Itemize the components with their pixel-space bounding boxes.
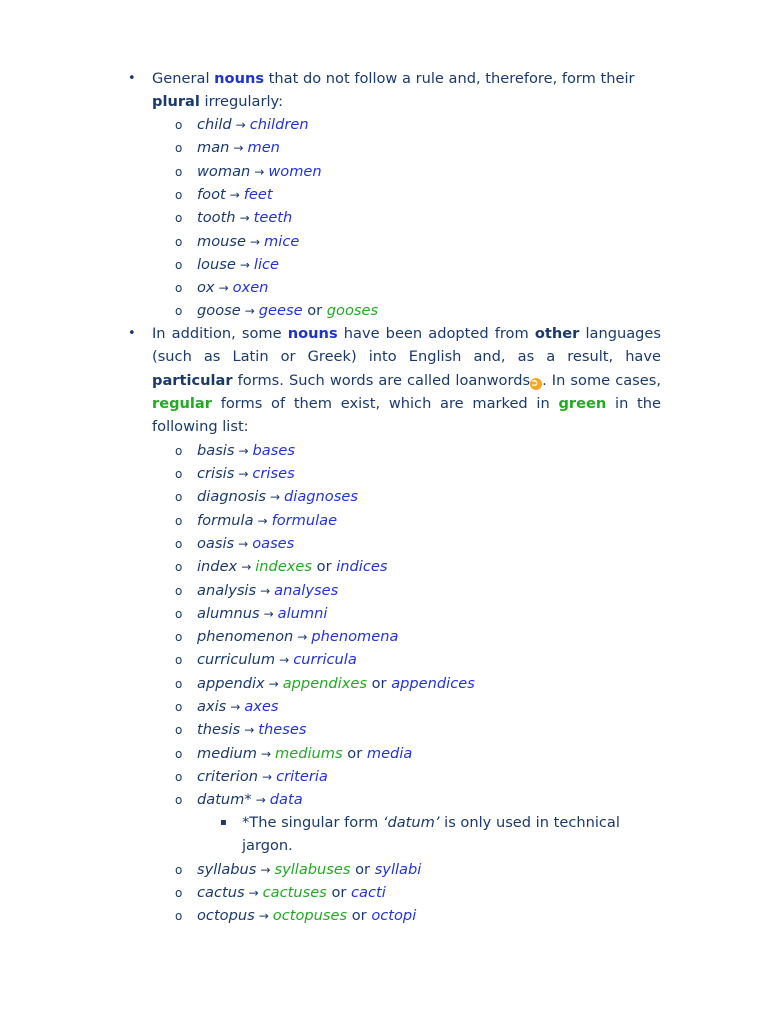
list-item [175,136,280,159]
list-item [175,788,303,811]
list-item [175,858,421,881]
text-run: In addition, some [152,325,288,342]
irregular-plural: teeth [253,209,293,226]
circle-bullet-marker: o [175,886,183,900]
text-run: *The singular form [242,814,383,831]
singular-form: criterion [197,768,259,785]
list-item [175,532,294,555]
circle-bullet-marker: o [175,770,183,784]
keyword-other: other [534,325,580,342]
irregular-plural: lice [253,256,280,273]
list-item [175,276,268,299]
singular-form: crisis [197,465,235,482]
singular-form: woman [197,163,251,180]
list-item [175,579,338,602]
text-run: . In some cases, [542,371,661,389]
arrow-icon: → [238,467,249,481]
singular-form: tooth [197,209,236,226]
arrow-icon: → [263,607,274,621]
intro-paragraph-loanwords [152,322,661,438]
arrow-icon: → [238,537,249,551]
regular-plural: gooses [326,302,379,319]
singular-form: analysis [197,582,257,599]
arrow-icon: → [248,886,259,900]
irregular-plural: geese [258,302,303,319]
irregular-plural: crises [252,465,295,482]
list-item [175,648,357,671]
irregular-plural: formulae [271,512,338,529]
or-connector: or [355,861,371,878]
list-item [175,485,358,508]
list-item [175,881,386,904]
arrow-icon: → [279,653,290,667]
circle-bullet-marker: o [175,444,183,458]
irregular-plural: men [247,139,280,156]
or-connector: or [347,745,363,762]
singular-form: basis [197,442,235,459]
list-item [175,206,292,229]
arrow-icon: → [239,258,250,272]
list-item [175,439,295,462]
irregular-plural: analyses [274,582,339,599]
irregular-plural: mice [264,233,300,250]
list-item [175,742,412,765]
singular-form: foot [197,186,226,203]
singular-form: diagnosis [197,488,266,505]
list-item [175,602,327,625]
bullet-marker: • [128,71,136,86]
arrow-icon: → [260,584,271,598]
datum-footnote [242,811,652,858]
arrow-icon: → [244,723,255,737]
text-run: languages (such as Latin or Greek) into English and, as a result, have [152,325,661,366]
arrow-icon: → [268,677,279,691]
list-item [175,183,273,206]
singular-form: ox [197,279,215,296]
or-connector: or [351,907,367,924]
or-connector: or [316,558,332,575]
regular-plural: cactuses [262,884,327,901]
singular-form: cactus [197,884,245,901]
singular-form: goose [197,302,241,319]
irregular-plural: oxen [232,279,269,296]
list-item [175,904,416,927]
list-item [175,718,306,741]
irregular-plural: phenomena [311,628,399,645]
arrow-icon: → [269,490,281,504]
singular-form: syllabus [197,861,257,878]
arrow-icon: → [235,118,246,132]
irregular-plural: media [366,745,413,762]
arrow-icon: → [262,770,273,784]
keyword-regular: regular [152,394,212,412]
arrow-icon: → [239,211,250,225]
circle-bullet-marker: o [175,677,183,691]
bullet-marker: • [128,326,136,341]
circle-bullet-marker: o [175,607,183,621]
datum-term: ‘datum’ [382,814,440,831]
singular-form: thesis [197,721,241,738]
arrow-icon: → [260,863,271,877]
arrow-icon: → [257,514,268,528]
circle-bullet-marker: o [175,211,183,225]
arrow-icon: → [238,444,249,458]
regular-plural: octopuses [272,907,348,924]
arrow-icon: → [255,793,266,807]
irregular-plural: theses [258,721,307,738]
arrow-icon: → [297,630,308,644]
singular-form: louse [197,256,236,273]
circle-bullet-marker: o [175,723,183,737]
text-run: is only used in technical jargon. [242,814,620,855]
circle-bullet-marker: o [175,560,183,574]
list-item [175,462,295,485]
circle-bullet-marker: o [175,747,183,761]
circle-bullet-marker: o [175,630,183,644]
singular-form: mouse [197,233,246,250]
irregular-plural: indices [336,558,388,575]
arrow-icon: → [233,141,244,155]
singular-form: appendix [197,675,265,692]
list-item [175,695,278,718]
arrow-link-icon[interactable]: ➲ [530,378,542,390]
circle-bullet-marker: o [175,909,183,923]
irregular-plural: curricula [293,651,357,668]
irregular-plural: feet [243,186,273,203]
arrow-icon: → [241,560,252,574]
list-item [175,253,279,276]
arrow-icon: → [258,909,269,923]
text-run: that do not follow a rule and, therefore, form their [264,70,635,87]
keyword-plural: plural [152,93,200,111]
regular-plural: indexes [255,558,313,575]
or-connector: or [307,302,323,319]
irregular-plural: appendices [391,675,475,692]
list-item [175,625,398,648]
circle-bullet-marker: o [175,258,183,272]
arrow-icon: → [249,235,261,249]
or-connector: or [371,675,387,692]
singular-form: man [197,139,230,156]
list-item [175,299,378,322]
keyword-particular: particular [152,371,233,389]
singular-form: phenomenon [197,628,294,645]
list-item [175,509,337,532]
text-run: General [152,70,215,87]
irregular-plural: children [249,116,309,133]
list-item [175,160,322,183]
regular-plural: syllabuses [274,861,351,878]
circle-bullet-marker: o [175,281,183,295]
circle-bullet-marker: o [175,467,183,481]
circle-bullet-marker: o [175,863,183,877]
list-item [175,672,475,695]
irregular-plural: bases [252,442,295,459]
arrow-icon: → [218,281,229,295]
list-item [175,230,299,253]
irregular-plural: criteria [276,768,328,785]
regular-plural: mediums [275,745,343,762]
circle-bullet-marker: o [175,584,183,598]
circle-bullet-marker: o [175,188,183,202]
circle-bullet-marker: o [175,700,183,714]
loanwords-link-text[interactable]: forms. Such words are called loanwords [232,371,531,389]
irregular-plural: syllabi [374,861,422,878]
regular-plural: appendixes [282,675,367,692]
irregular-plural: data [269,791,303,808]
singular-form: octopus [197,907,255,924]
singular-form: datum* [197,791,252,808]
circle-bullet-marker: o [175,490,183,504]
singular-form: index [197,558,238,575]
circle-bullet-marker: o [175,653,183,667]
keyword-nouns: nouns [214,70,265,87]
circle-bullet-marker: o [175,141,183,155]
text-run: irregularly: [199,93,284,111]
list-item [175,765,328,788]
arrow-icon: → [254,165,265,179]
irregular-plural: alumni [277,605,328,622]
singular-form: curriculum [197,651,276,668]
keyword-green: green [558,394,607,412]
arrow-icon: → [244,304,255,318]
arrow-icon: → [229,188,240,202]
circle-bullet-marker: o [175,537,183,551]
singular-form: child [197,116,232,133]
circle-bullet-marker: o [175,514,183,528]
arrow-icon: → [230,700,241,714]
irregular-plural: axes [244,698,279,715]
singular-form: oasis [197,535,235,552]
irregular-plural: women [268,163,322,180]
text-run: have been adopted from [337,325,535,342]
intro-paragraph-irregular [152,67,661,114]
list-item [175,555,387,578]
text-run: forms of them exist, which are marked in [211,394,559,412]
text-run: in the following list: [152,394,661,436]
irregular-plural: diagnoses [284,488,358,505]
singular-form: medium [197,745,257,762]
circle-bullet-marker: o [175,304,183,318]
singular-form: formula [197,512,254,529]
irregular-plural: oases [252,535,295,552]
list-item [175,113,309,136]
circle-bullet-marker: o [175,165,183,179]
circle-bullet-marker: o [175,793,183,807]
circle-bullet-marker: o [175,118,183,132]
singular-form: alumnus [197,605,260,622]
circle-bullet-marker: o [175,235,183,249]
or-connector: or [331,884,347,901]
keyword-nouns: nouns [287,325,338,342]
arrow-icon: → [260,747,272,761]
irregular-plural: cacti [351,884,386,901]
singular-form: axis [197,698,227,715]
square-bullet-marker: ▪ [220,817,227,828]
irregular-plural: octopi [371,907,417,924]
